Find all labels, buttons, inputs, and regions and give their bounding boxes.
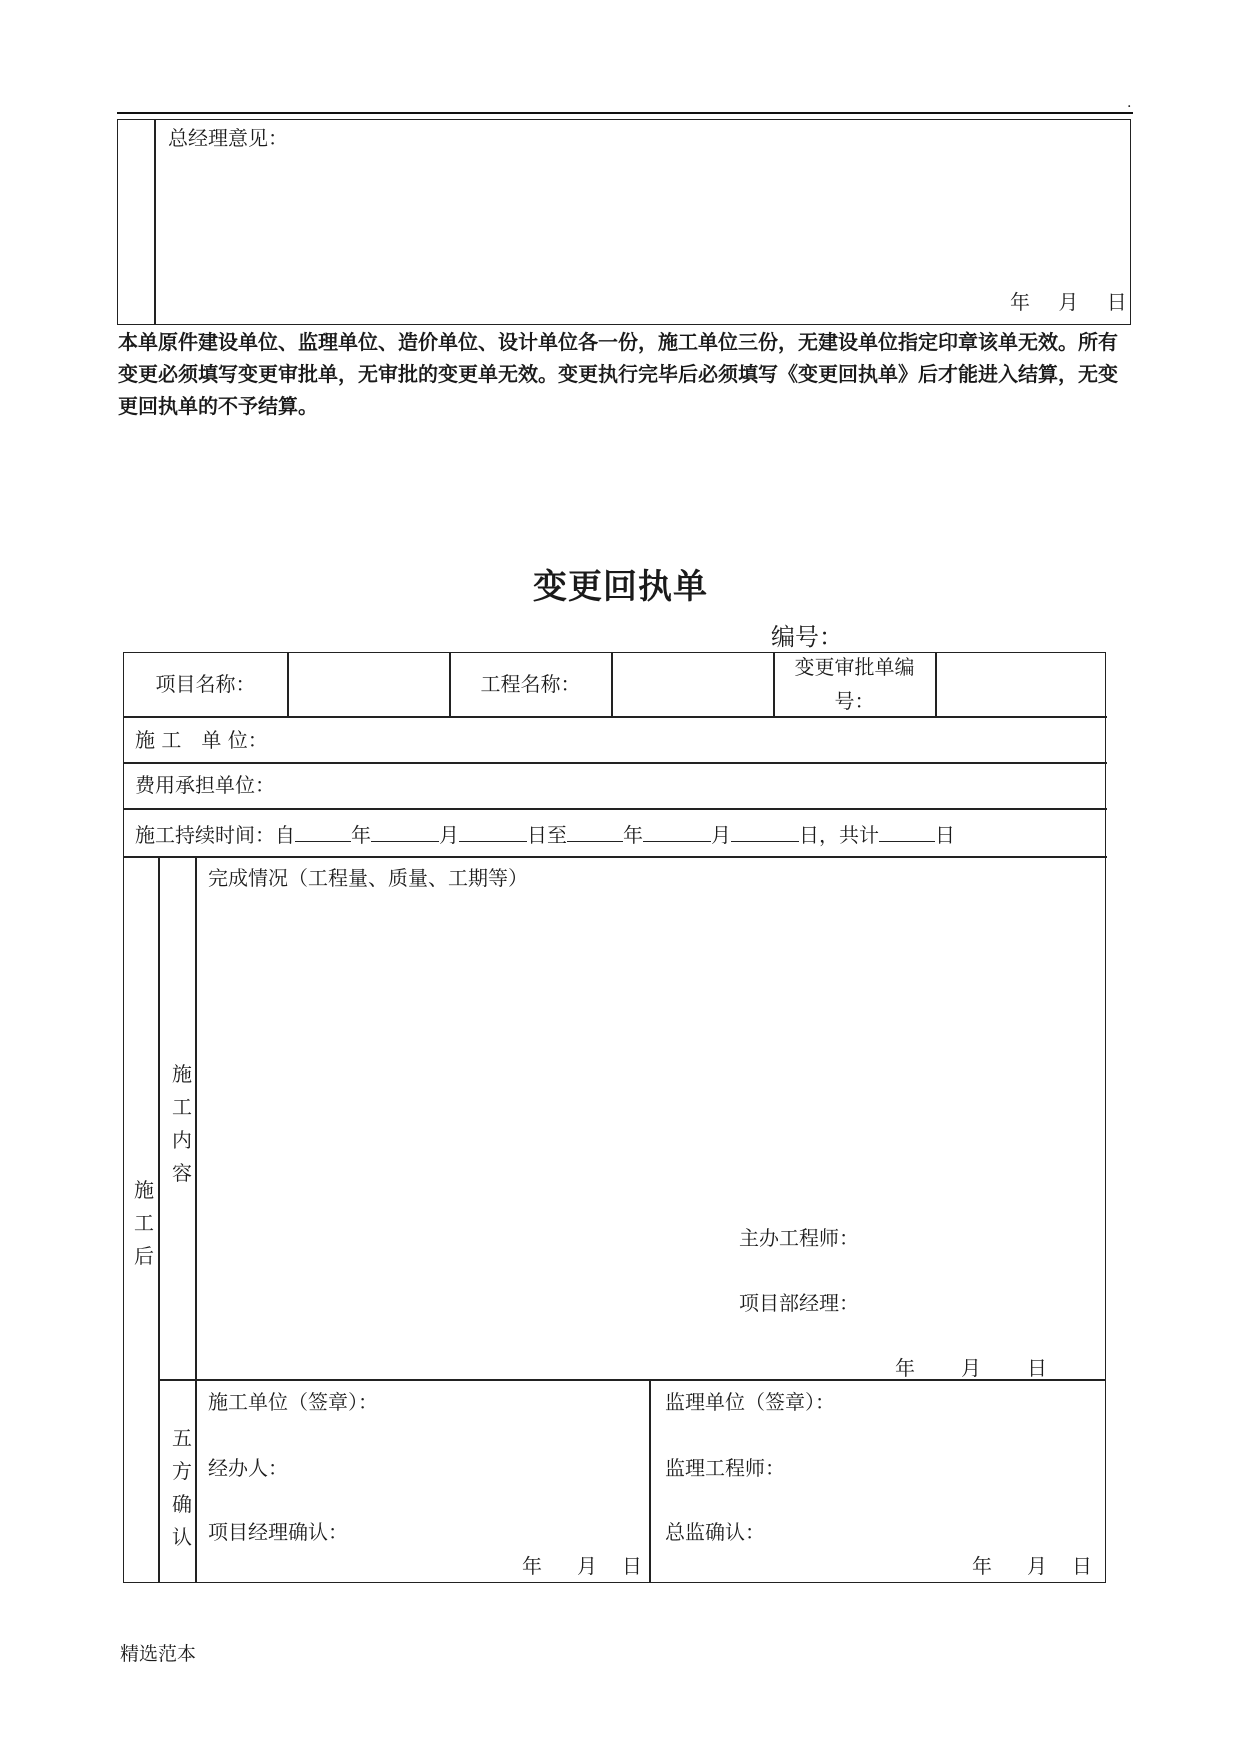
chief-confirm-label: 总监确认： <box>665 1520 765 1544</box>
duration-year2: 年 <box>623 823 643 847</box>
gm-opinion-label: 总经理意见： <box>168 126 288 150</box>
duration-day-to: 日至 <box>527 823 567 847</box>
row-divider <box>123 808 1107 810</box>
completion-label: 完成情况（工程量、质量、工期等） <box>208 866 528 890</box>
footer-text: 精选范本 <box>120 1643 197 1665</box>
blank-line <box>643 821 711 842</box>
blank-line <box>879 821 935 842</box>
blank-line <box>371 821 439 842</box>
duration-month: 月 <box>439 823 459 847</box>
row-divider <box>123 716 1107 718</box>
after-construction-label: 施工后 <box>134 1178 154 1268</box>
project-name-label: 项目名称： <box>155 672 256 696</box>
supervision-seal-label: 监理单位（签章）： <box>665 1390 835 1414</box>
construction-unit-label: 施 工 单 位： <box>135 728 268 752</box>
date-day: 日 <box>1106 290 1127 314</box>
approval-number-label-line1: 变更审批单编 <box>794 655 915 679</box>
duration-row <box>135 821 955 847</box>
date-month: 月 <box>961 1356 981 1380</box>
date-day: 日 <box>1027 1356 1047 1380</box>
date-year: 年 <box>972 1554 992 1578</box>
engineer-label: 主办工程师： <box>739 1226 859 1250</box>
form-note: 本单原件建设单位、监理单位、造价单位、设计单位各一份，施工单位三份，无建设单位指定印章该单无效。所有变更必须填写变更审批单，无审批的变更单无效。变更执行完毕后必须填写《变更回执单》后才能进入结算，无变更回执单的不予结算。 <box>118 330 1118 418</box>
blank-line <box>731 821 799 842</box>
left-panel-date <box>522 1554 642 1578</box>
content-date <box>895 1356 1047 1380</box>
blank-line <box>295 821 351 842</box>
approval-number-label-line2: 号： <box>834 689 875 713</box>
col-divider <box>287 652 289 717</box>
header-dot: . <box>1127 95 1132 111</box>
gm-box-divider <box>154 119 156 325</box>
form-title: 变更回执单 <box>533 567 708 607</box>
date-month: 月 <box>1058 290 1079 314</box>
date-month: 月 <box>1027 1554 1047 1578</box>
col-divider <box>935 652 937 717</box>
pm-confirm-label: 项目经理确认： <box>208 1520 348 1544</box>
duration-prefix: 施工持续时间：自 <box>135 823 295 847</box>
date-month: 月 <box>577 1554 597 1578</box>
row-divider <box>123 856 1107 858</box>
project-manager-label: 项目部经理： <box>739 1291 859 1315</box>
right-panel-date <box>972 1554 1092 1578</box>
duration-month2: 月 <box>711 823 731 847</box>
date-year: 年 <box>1010 290 1030 314</box>
handler-label: 经办人： <box>208 1456 288 1480</box>
col-divider <box>195 856 197 1582</box>
row-divider <box>123 762 1107 764</box>
duration-day-total: 日，共计 <box>799 823 879 847</box>
header-rule <box>117 112 1133 114</box>
gm-opinion-date <box>1010 290 1127 314</box>
cost-bearer-label: 费用承担单位： <box>135 773 275 797</box>
duration-day-end: 日 <box>935 823 955 847</box>
five-party-label: 五方确认 <box>172 1426 192 1549</box>
date-day: 日 <box>622 1554 642 1578</box>
blank-line <box>567 821 623 842</box>
work-name-label: 工程名称： <box>480 672 581 696</box>
supervisor-label: 监理工程师： <box>665 1456 785 1480</box>
content-label: 施工内容 <box>172 1062 192 1185</box>
date-day: 日 <box>1072 1554 1092 1578</box>
blank-line <box>459 821 527 842</box>
date-year: 年 <box>895 1356 915 1380</box>
col-divider <box>158 856 160 1582</box>
date-year: 年 <box>522 1554 542 1578</box>
duration-year: 年 <box>351 823 371 847</box>
col-divider <box>611 652 613 717</box>
construction-unit-seal-label: 施工单位（签章）： <box>208 1390 378 1414</box>
serial-number-label: 编号： <box>771 623 843 651</box>
col-divider <box>649 1379 651 1582</box>
